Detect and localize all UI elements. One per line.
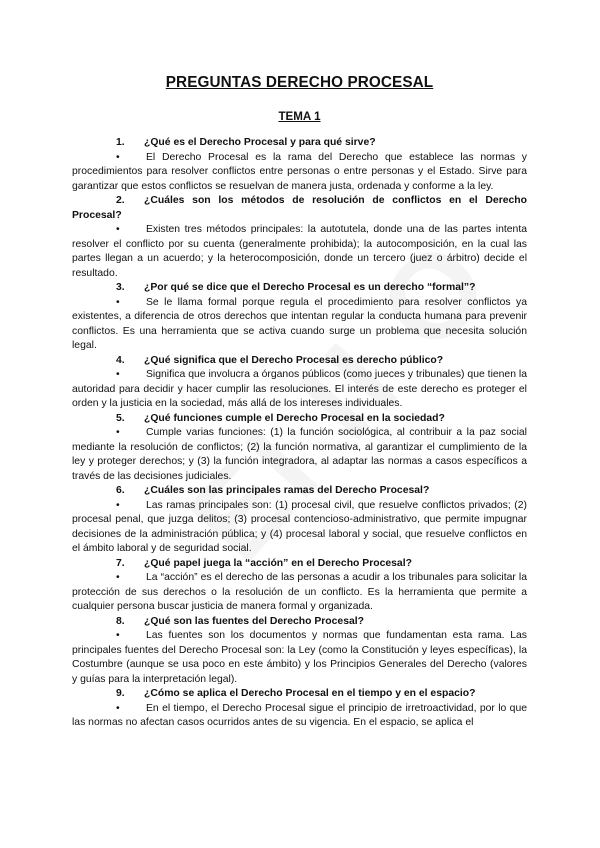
question-text: ¿Qué es el Derecho Procesal y para qué sirve? <box>144 137 376 148</box>
question-number: 2. <box>116 195 125 206</box>
document-page <box>72 74 527 731</box>
question-text: ¿Qué significa que el Derecho Procesal es derecho público? <box>144 354 444 366</box>
answer-text: Se le llama formal porque regula el procedimiento para resolver conflictos ya existentes, a diferencia de otros derechos que intentan regular la conducta humana para prevenir conflictos. Es una herramienta que se activa cuando surge un problema que necesita solución legal. <box>72 296 527 351</box>
question-number: 7. <box>116 557 125 569</box>
question <box>72 484 527 499</box>
question-text: ¿Qué son las fuentes del Derecho Procesal? <box>144 615 365 627</box>
answer-text: Existen tres métodos principales: la autotutela, donde una de las partes intenta resolver el conflicto por su cuenta (generalmente prohibida); la autocomposición, en la cual las partes llegan a un acuerdo; y la heterocomposición, donde un tercero (juez o árbitro) decide el resultado. <box>72 224 527 279</box>
answer <box>72 571 527 615</box>
section-heading: TEMA 1 <box>278 110 321 123</box>
answer <box>72 368 527 412</box>
answer <box>72 223 527 281</box>
question-number: 4. <box>116 354 125 366</box>
bullet-icon: • <box>116 369 120 380</box>
qa-list <box>72 136 527 731</box>
answer <box>72 426 527 484</box>
answer <box>72 151 527 195</box>
question <box>72 354 527 369</box>
answer-text: Las ramas principales son: (1) procesal civil, que resuelve conflictos privados; (2) procesal penal, que juzga delitos; (3) procesal contencioso-administrativo, que permite impugnar decisiones de la administración pública; y (4) procesal laboral y social, que resuelve conflictos en el ámbito laboral y de seguridad social. <box>72 499 527 554</box>
question-number: 9. <box>116 688 125 699</box>
answer-text: Las fuentes son los documentos y normas que fundamentan esta rama. Las principales fuentes del Derecho Procesal son: la Ley (como la Constitución y leyes específicas), la Costumbre (aunque se usa poco en este ámbito) y los Principios Generales del Derecho (valores y guías para la interpretación legal). <box>72 630 527 685</box>
bullet-icon: • <box>116 296 120 308</box>
question-text: ¿Qué funciones cumple el Derecho Procesal en la sociedad? <box>144 412 445 424</box>
question-text: ¿Por qué se dice que el Derecho Procesal es un derecho “formal”? <box>144 282 476 293</box>
bullet-icon: • <box>116 499 120 511</box>
question-text: ¿Cómo se aplica el Derecho Procesal en el tiempo y en el espacio? <box>144 688 476 699</box>
question <box>72 557 527 572</box>
question-text: ¿Cuáles son los métodos de resolución de conflictos en el Derecho Procesal? <box>72 195 527 221</box>
question-text: ¿Cuáles son las principales ramas del Derecho Procesal? <box>144 485 430 496</box>
question-number: 5. <box>116 412 125 424</box>
question-number: 8. <box>116 615 125 627</box>
question <box>72 615 527 630</box>
answer-text: En el tiempo, el Derecho Procesal sigue el principio de irretroactividad, por lo que las normas no afectan casos ocurridos antes de su vigencia. En el espacio, se aplica el <box>72 702 527 728</box>
bullet-icon: • <box>116 224 120 235</box>
question-number: 3. <box>116 282 125 293</box>
bullet-icon: • <box>116 702 120 714</box>
document-title: PREGUNTAS DERECHO PROCESAL <box>165 74 434 91</box>
bullet-icon: • <box>116 572 120 583</box>
question-text: ¿Qué papel juega la “acción” en el Derecho Procesal? <box>144 557 412 569</box>
bullet-icon: • <box>116 630 120 641</box>
question <box>72 194 527 223</box>
answer <box>72 296 527 354</box>
bullet-icon: • <box>116 427 120 438</box>
answer-text: La “acción” es el derecho de las personas a acudir a los tribunales para solicitar la protección de sus derechos o la resolución de un conflicto. Es la herramienta que permite a cualquier persona buscar justicia de manera formal y organizada. <box>72 572 527 612</box>
question <box>72 281 527 296</box>
question-number: 1. <box>116 137 125 148</box>
bullet-icon: • <box>116 151 120 163</box>
answer-text: Significa que involucra a órganos públicos (como jueces y tribunales) que tienen la autoridad para decidir y hacer cumplir las resoluciones. El interés de este derecho es proteger el orden y la justicia en la sociedad, más allá de los intereses individuales. <box>72 369 527 409</box>
answer <box>72 702 527 731</box>
answer-text: El Derecho Procesal es la rama del Derecho que establece las normas y procedimientos para resolver conflictos entre personas o entre personas y el Estado. Sirve para garantizar que estos conflictos se resuelvan de manera justa, ordenada y conforme a la ley. <box>72 151 527 192</box>
question-number: 6. <box>116 485 125 496</box>
answer-text: Cumple varias funciones: (1) la función sociológica, al contribuir a la paz social mediante la resolución de conflictos; (2) la función normativa, al garantizar el cumplimiento de la ley y proteger derechos; y (3) la función integradora, al adaptar las normas a casos específicos a través de las decisiones judiciales. <box>72 427 527 482</box>
answer <box>72 629 527 687</box>
answer <box>72 499 527 557</box>
question <box>72 412 527 427</box>
question <box>72 136 527 151</box>
question <box>72 687 527 702</box>
